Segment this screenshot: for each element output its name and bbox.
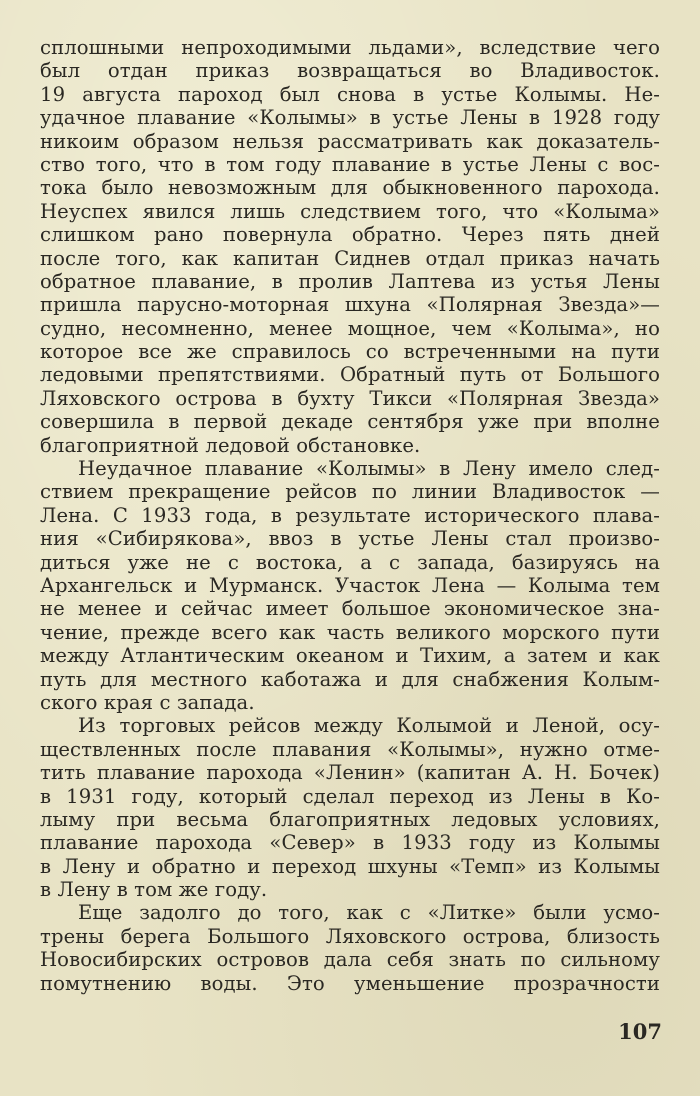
text-line: ского края с запада. [40,690,255,714]
body-text [40,36,660,995]
text-line: Неудачное плавание «Колымы» в Лену имело след- [78,457,660,481]
text-line: судно, несомненно, менее мощное, чем «Колыма», но [40,316,660,340]
text-line: диться уже не с востока, а с запада, базируясь на [40,550,660,574]
text-line: путь для местного каботажа и для снабжения Колым- [40,667,660,691]
text-line: лыму при весьма благоприятных ледовых условиях, [40,807,660,831]
text-line: после того, как капитан Сиднев отдал приказ начать [40,246,660,270]
text-line: трены берега Большого Ляховского острова, близость [40,924,660,948]
text-line: Архангельск и Мурманск. Участок Лена — Колыма тем [40,573,660,597]
text-line: которое все же справилось со встреченными на пути [40,340,660,364]
text-line: тока было невозможным для обыкновенного парохода. [40,176,660,200]
text-line: ство того, что в том году плавание в устье Лены с вос- [40,152,660,176]
text-line: ствием прекращение рейсов по линии Владивосток — [40,480,660,504]
text-line: ледовыми препятствиями. Обратный путь от Большого [40,363,660,387]
text-line: Из торговых рейсов между Колымой и Леной, осу- [78,714,660,738]
text-line: Лена. С 1933 года, в результате исторического плава- [40,503,660,527]
text-line: тить плавание парохода «Ленин» (капитан А. Н. Бочек) [40,761,660,785]
text-line: чение, прежде всего как часть великого морского пути [40,620,660,644]
text-line: никоим образом нельзя рассматривать как доказатель- [40,129,660,153]
text-line: совершила в первой декаде сентября уже при вполне [40,410,660,434]
text-line: Новосибирских островов дала себя знать по сильному [40,948,660,972]
text-line: не менее и сейчас имеет большое экономическое зна- [40,597,660,621]
text-line: был отдан приказ возвращаться во Владивосток. [40,59,660,83]
text-line: помутнению воды. Это уменьшение прозрачности [40,971,660,995]
text-line: ния «Сибирякова», ввоз в устье Лены стал произво- [40,527,660,551]
text-line: 19 августа пароход был снова в устье Колымы. Не- [40,82,660,106]
text-line: в 1931 году, который сделал переход из Лены в Ко- [40,784,660,808]
text-line: Ляховского острова в бухту Тикси «Полярная Звезда» [40,386,660,410]
text-line: сплошными непроходимыми льдами», вследствие чего [40,36,660,59]
text-line: ществленных после плавания «Колымы», нужно отме- [40,737,660,761]
text-line: благоприятной ледовой обстановке. [40,433,421,457]
page-number: 107 [618,1019,662,1044]
text-line: Неуспех явился лишь следствием того, что «Колыма» [40,199,660,223]
text-line: между Атлантическим океаном и Тихим, а затем и как [40,644,660,668]
text-line: удачное плавание «Колымы» в устье Лены в 1928 году [40,106,660,130]
text-line: Еще задолго до того, как с «Литке» были усмо- [78,901,660,925]
text-line: в Лену в том же году. [40,878,268,902]
text-line: пришла парусно-моторная шхуна «Полярная Звезда»— [40,293,660,317]
text-line: в Лену и обратно и переход шхуны «Темп» из Колымы [40,854,660,878]
text-line: слишком рано повернула обратно. Через пять дней [40,223,660,247]
text-line: обратное плавание, в пролив Лаптева из устья Лены [40,269,660,293]
text-line: плавание парохода «Север» в 1933 году из Колымы [40,831,660,855]
